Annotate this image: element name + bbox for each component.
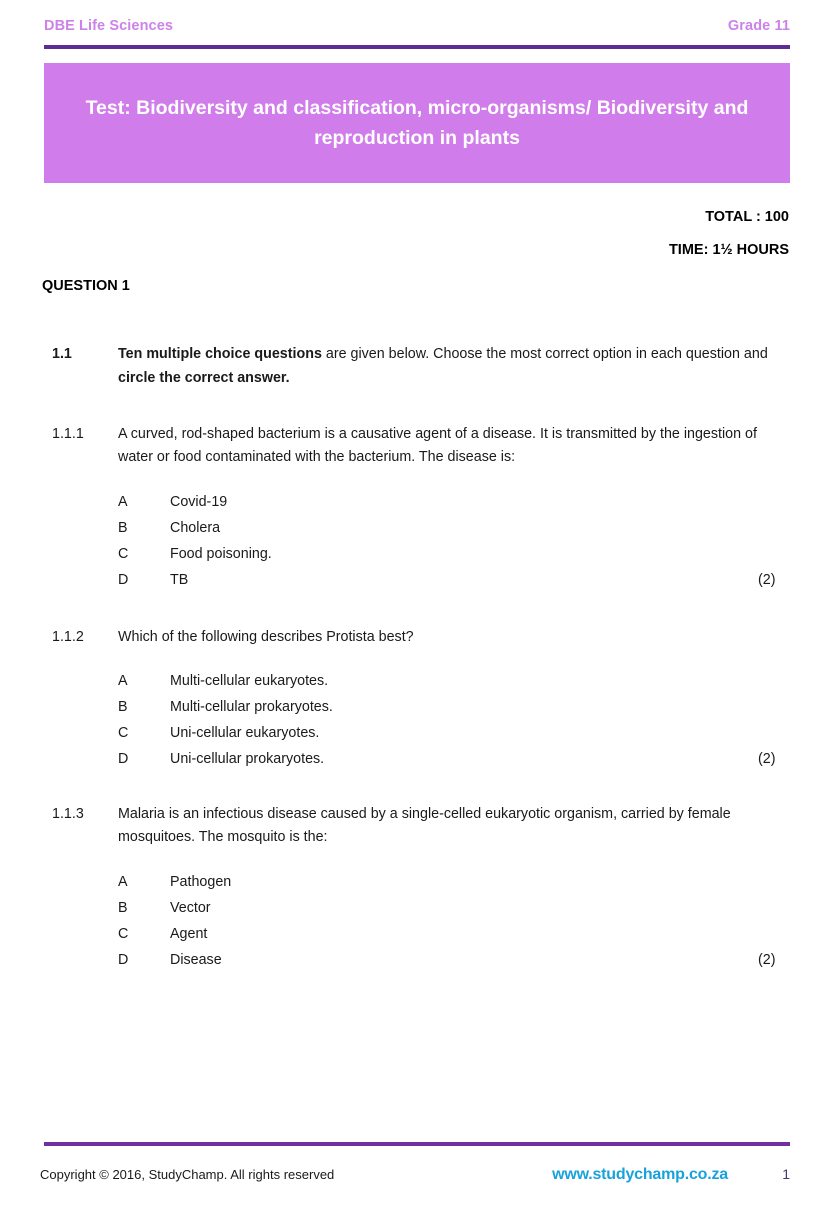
- exam-meta-block: [669, 210, 789, 257]
- option-letter: C: [118, 724, 129, 741]
- option-row[interactable]: [0, 541, 834, 567]
- header-subject-label: DBE Life Sciences: [44, 18, 174, 34]
- total-marks-label: TOTAL : 100: [705, 209, 789, 225]
- instruction-tail-bold: circle the correct answer.: [118, 369, 290, 386]
- option-text: Uni-cellular prokaryotes.: [170, 750, 325, 767]
- instruction-row: [0, 343, 834, 390]
- question-number: 1.1.1: [52, 425, 84, 442]
- option-text: Covid-19: [170, 493, 228, 510]
- document-body: [0, 278, 834, 973]
- question-stem-row: [0, 803, 834, 850]
- header-grade-label: Grade 11: [727, 18, 790, 34]
- option-row[interactable]: [0, 720, 834, 746]
- question-block-1-1-3: [0, 803, 834, 973]
- question-block-1-1-1: [0, 423, 834, 593]
- option-letter: A: [118, 672, 128, 689]
- question-stem-row: [0, 626, 834, 649]
- option-row[interactable]: [0, 921, 834, 947]
- document-header: [44, 18, 790, 34]
- option-letter: D: [118, 571, 129, 588]
- option-list: [0, 869, 834, 973]
- question-text: Malaria is an infectious disease caused by a single-celled eukaryotic organism, carried by female mosquitoes. The mosquito is the:: [118, 806, 731, 846]
- question-marks: (2): [758, 571, 776, 588]
- option-letter: D: [118, 951, 129, 968]
- website-url-link[interactable]: www.studychamp.co.za: [552, 1166, 728, 1183]
- question-text: Which of the following describes Protista best?: [118, 628, 414, 645]
- option-row[interactable]: [0, 567, 834, 593]
- question-number: 1.1.2: [52, 628, 84, 645]
- question-text: A curved, rod-shaped bacterium is a causative agent of a disease. It is transmitted by the ingestion of water or food contaminated with the bacterium. The disease is:: [118, 425, 757, 466]
- option-text: Pathogen: [170, 873, 232, 890]
- title-banner: [44, 63, 790, 183]
- option-letter: B: [118, 698, 128, 715]
- option-letter: D: [118, 750, 129, 767]
- footer-divider-rule: [44, 1142, 790, 1146]
- copyright-text: Copyright © 2016, StudyChamp. All rights reserved: [40, 1167, 335, 1182]
- option-text: Multi-cellular eukaryotes.: [170, 672, 329, 689]
- option-text: Multi-cellular prokaryotes.: [170, 698, 333, 715]
- option-letter: B: [118, 519, 128, 536]
- document-footer: [40, 1166, 790, 1184]
- time-allowed-label: TIME: 1½ HOURS: [668, 241, 789, 258]
- instruction-number: 1.1: [52, 346, 72, 363]
- option-letter: C: [118, 925, 129, 942]
- question-marks: (2): [758, 750, 776, 767]
- option-text: TB: [170, 571, 189, 588]
- option-row[interactable]: [0, 895, 834, 921]
- header-divider-rule: [44, 45, 790, 49]
- option-letter: C: [118, 545, 129, 562]
- option-letter: B: [118, 899, 128, 916]
- option-list: [0, 489, 834, 593]
- option-row[interactable]: [0, 746, 834, 772]
- page-title: Test: Biodiversity and classification, micro-organisms/ Biodiversity and reproduction in plants: [85, 96, 749, 149]
- option-text: Agent: [170, 925, 208, 942]
- option-text: Uni-cellular eukaryotes.: [170, 724, 320, 741]
- option-list: [0, 668, 834, 772]
- option-letter: A: [118, 493, 128, 510]
- option-text: Food poisoning.: [170, 545, 272, 562]
- instruction-text: [118, 343, 834, 390]
- option-row[interactable]: [0, 489, 834, 515]
- option-text: Vector: [170, 899, 211, 916]
- instruction-middle: are given below. Choose the most correct option in each question and: [321, 346, 768, 363]
- option-row[interactable]: [0, 947, 834, 973]
- option-row[interactable]: [0, 869, 834, 895]
- question-block-1-1-2: [0, 626, 834, 772]
- option-row[interactable]: [0, 668, 834, 694]
- option-row[interactable]: [0, 515, 834, 541]
- option-row[interactable]: [0, 694, 834, 720]
- question-stem-row: [0, 423, 834, 470]
- question-marks: (2): [758, 951, 776, 968]
- option-text: Disease: [170, 951, 222, 968]
- option-text: Cholera: [170, 519, 221, 536]
- instruction-lead-bold: Ten multiple choice questions: [118, 346, 322, 363]
- section-heading-question-1: QUESTION 1: [42, 278, 130, 294]
- question-number: 1.1.3: [52, 806, 84, 822]
- page-number: 1: [782, 1166, 790, 1182]
- option-letter: A: [118, 873, 128, 890]
